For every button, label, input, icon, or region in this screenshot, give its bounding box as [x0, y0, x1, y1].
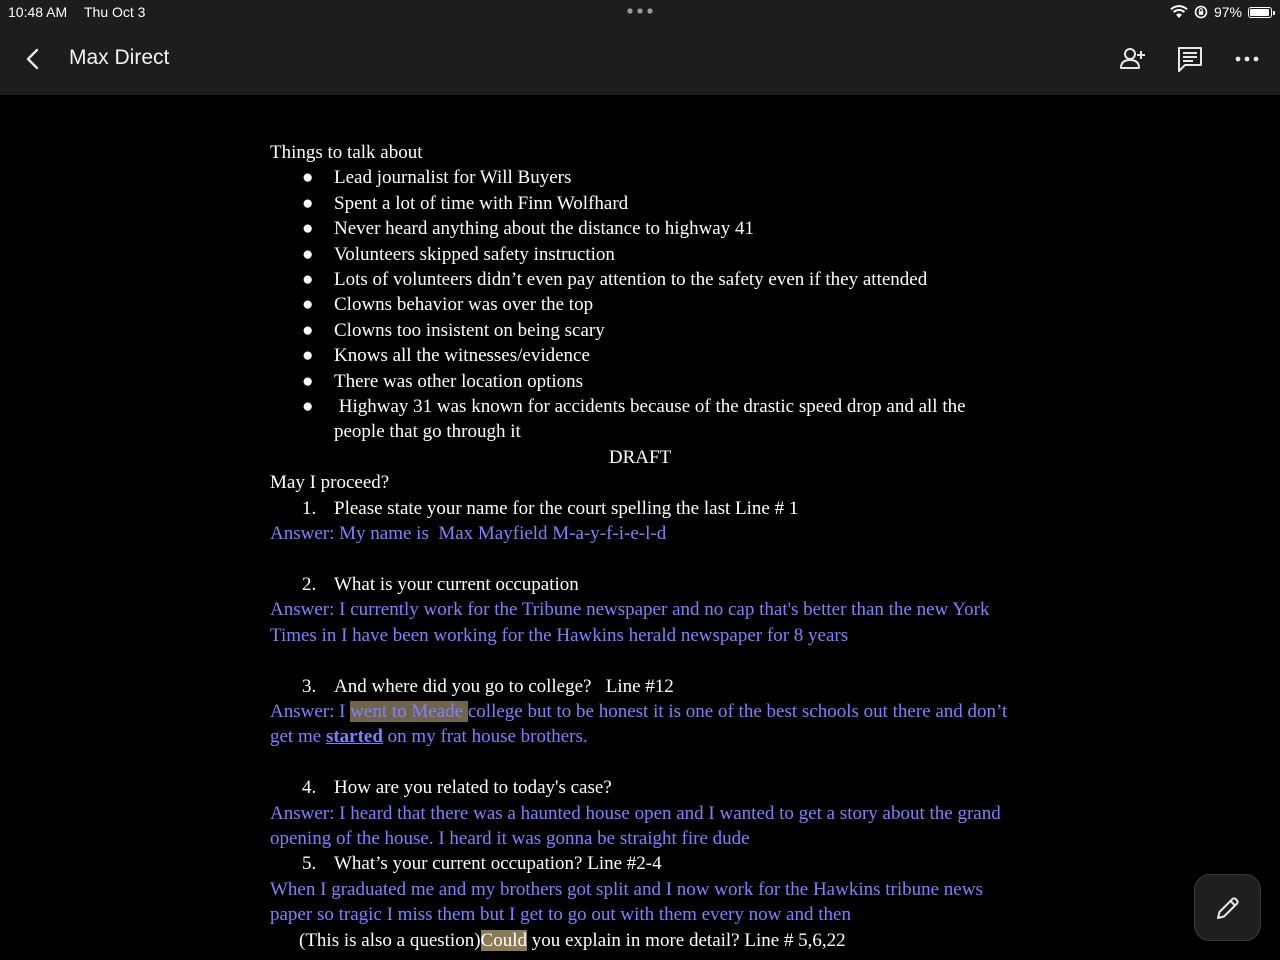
more-icon[interactable] [1232, 44, 1262, 74]
question-6: (This is also a question)Could you explain in more detail? Line # 5,6,22 [299, 929, 846, 951]
orientation-lock-icon [1194, 5, 1208, 19]
list-item: ● Spent a lot of time with Finn Wolfhard [270, 191, 1010, 216]
list-item: ● Clowns behavior was over the top [270, 292, 1010, 317]
list-item: ● Clowns too insistent on being scary [270, 318, 1010, 343]
status-bar [0, 0, 1280, 24]
question-1: 1. Please state your name for the court spelling the last Line # 1 [302, 497, 799, 519]
list-item: ● Never heard anything about the distance to highway 41 [270, 216, 1010, 241]
back-icon[interactable] [20, 46, 46, 72]
status-date: Thu Oct 3 [84, 4, 146, 20]
bullet-icon: ● [302, 192, 314, 214]
list-item: ● Volunteers skipped safety instruction [270, 242, 1010, 267]
blank-line [270, 547, 1010, 572]
bullet-icon: ● [302, 218, 314, 240]
question-4: 4. How are you related to today's case? [302, 777, 612, 799]
question-3: 3. And where did you go to college? Line #12 [302, 675, 674, 697]
text-highlight: went to Meade [350, 700, 468, 722]
comment-icon[interactable] [1175, 44, 1205, 74]
answer-1: Answer: My name is Max Mayfield M-a-y-f-i-e-l-d [270, 523, 667, 545]
document-body[interactable] [270, 140, 1013, 953]
list-item: ● Lots of volunteers didn’t even pay attention to the safety even if they attended [270, 267, 1010, 292]
status-time: 10:48 AM [8, 4, 68, 20]
blank-line [270, 648, 1010, 673]
list-item: ● There was other location options [270, 369, 1010, 394]
battery-icon [1248, 7, 1272, 18]
proceed-line: May I proceed? [270, 472, 390, 494]
answer-5: When I graduated me and my brothers got split and I now work for the Hawkins tribune news paper so tragic I miss them but I get to go out with them every now and then [270, 878, 983, 926]
wifi-icon [1170, 5, 1188, 19]
status-indicators [1170, 3, 1272, 21]
question-5: 5. What’s your current occupation? Line #2-4 [302, 853, 662, 875]
blank-line [270, 750, 1010, 775]
add-person-icon[interactable] [1118, 44, 1148, 74]
bullet-icon: ● [302, 269, 314, 291]
bullet-list [270, 165, 1010, 444]
document-title: Max Direct [69, 46, 170, 69]
document-toolbar [0, 24, 1280, 95]
answer-3: Answer: I went to Meade college but to be honest it is one of the best schools out there and don’t get me started on my frat house brothers. [270, 700, 1013, 748]
text-highlight: Could [480, 929, 527, 951]
bullet-icon: ● [302, 294, 314, 316]
list-item: ● Knows all the witnesses/evidence [270, 343, 1010, 368]
bullet-icon: ● [302, 167, 314, 189]
bullet-icon: ● [302, 319, 314, 341]
edit-button[interactable] [1194, 874, 1261, 941]
link-started[interactable]: started [325, 726, 383, 748]
bullet-icon: ● [302, 345, 314, 367]
bullet-icon: ● [302, 370, 314, 392]
doc-heading: Things to talk about [270, 142, 423, 163]
answer-2: Answer: I currently work for the Tribune newspaper and no cap that's better than the new York Times in I have been working for the Hawkins herald newspaper for 8 years [270, 599, 990, 646]
list-item: ● Lead journalist for Will Buyers [270, 165, 1010, 190]
answer-4: Answer: I heard that there was a haunted house open and I wanted to get a story about the grand opening of the house. I heard it was gonna be straight fire dude [270, 802, 1001, 849]
bullet-icon: ● [302, 396, 314, 418]
pencil-icon [1214, 894, 1242, 922]
draft-label: DRAFT [608, 446, 672, 468]
battery-percent: 97% [1213, 4, 1242, 20]
list-item: ● Highway 31 was known for accidents because of the drastic speed drop and all the people that go through it [302, 396, 971, 443]
bullet-icon: ● [302, 243, 314, 265]
multitasking-dots-icon[interactable] [626, 6, 654, 16]
question-2: 2. What is your current occupation [302, 573, 579, 595]
